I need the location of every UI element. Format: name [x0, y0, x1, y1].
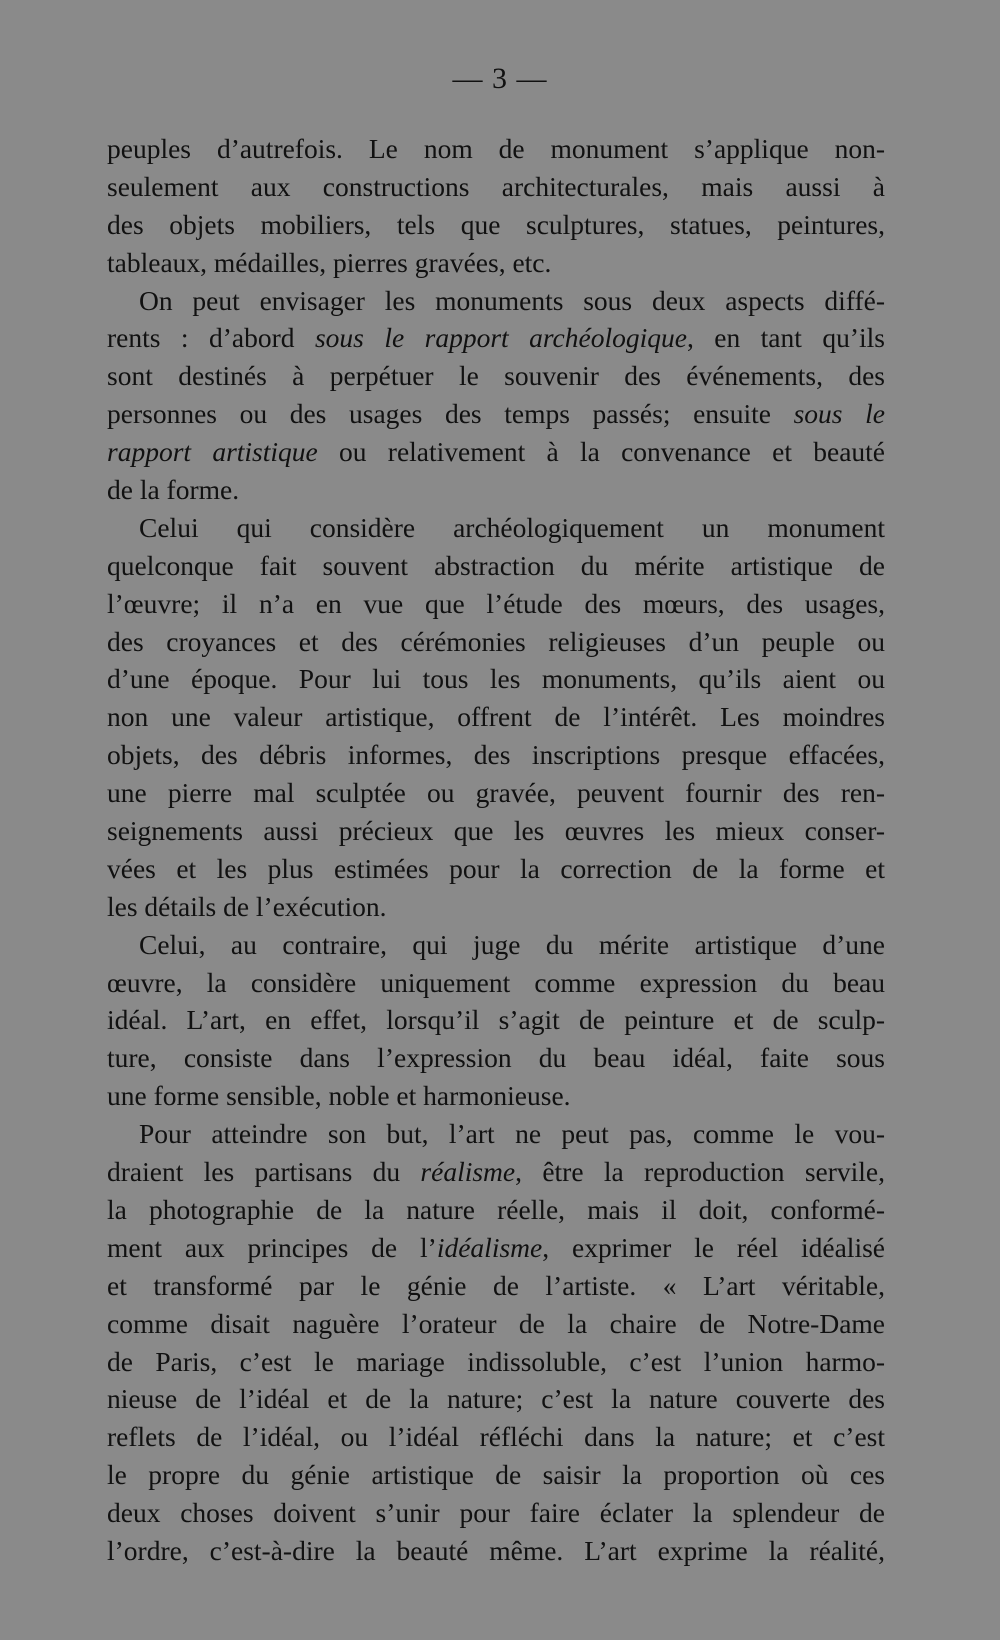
- text-line-content: tableaux, médailles, pierres gravées, etc.: [107, 246, 552, 278]
- text-line: [107, 1115, 885, 1153]
- text-line: [107, 1418, 885, 1456]
- text-line-content: idéal. L’art, en effet, lorsqu’il s’agit de peinture et de sculp-: [107, 1004, 885, 1036]
- text-line: [107, 357, 885, 395]
- text-line: [107, 736, 885, 774]
- text-line-content: On peut envisager les monuments sous deux aspects diffé-: [139, 284, 885, 316]
- text-line: [107, 698, 885, 736]
- body-text: [107, 130, 885, 1570]
- text-line: [107, 130, 885, 168]
- text-line: [107, 774, 885, 812]
- text-line: [107, 1494, 885, 1532]
- text-line-content: l’ordre, c’est-à-dire la beauté même. L’art exprime la réalité,: [107, 1534, 885, 1566]
- text-line-content: , en tant qu’ils: [686, 322, 885, 354]
- text-line-content: comme disait naguère l’orateur de la chaire de Notre-Dame: [107, 1307, 885, 1339]
- text-line-content: draient les partisans du: [107, 1156, 421, 1188]
- text-line: [107, 206, 885, 244]
- italic-emphasis: sous le: [793, 398, 885, 430]
- text-line-content: l’œuvre; il n’a en vue que l’étude des mœurs, des usages,: [107, 587, 885, 619]
- text-line: [107, 660, 885, 698]
- text-line: [107, 1039, 885, 1077]
- text-line-content: nieuse de l’idéal et de la nature; c’est la nature couverte des: [107, 1383, 885, 1415]
- text-line: [107, 1001, 885, 1039]
- text-line-content: seignements aussi précieux que les œuvres les mieux conser-: [107, 815, 885, 847]
- text-line-content: œuvre, la considère uniquement comme expression du beau: [107, 966, 885, 998]
- text-line-content: des objets mobiliers, tels que sculptures, statues, peintures,: [107, 208, 885, 240]
- text-line: [107, 623, 885, 661]
- text-line-content: quelconque fait souvent abstraction du mérite artistique de: [107, 549, 885, 581]
- text-line-content: objets, des débris informes, des inscriptions presque effacées,: [107, 739, 885, 771]
- page-number: — 3 —: [452, 62, 548, 95]
- text-line-content: ment aux principes de l’: [107, 1231, 437, 1263]
- text-line-content: , exprimer le réel idéalisé: [542, 1231, 885, 1263]
- text-line-content: de Paris, c’est le mariage indissoluble, c’est l’union harmo-: [107, 1345, 885, 1377]
- text-line-content: personnes ou des usages des temps passés; ensuite: [107, 398, 794, 430]
- text-line-content: de la forme.: [107, 474, 240, 506]
- text-line: [107, 850, 885, 888]
- text-line-content: d’une époque. Pour lui tous les monuments, qu’ils aient ou: [107, 663, 885, 695]
- text-line-content: peuples d’autrefois. Le nom de monument s’applique non-: [107, 133, 885, 164]
- text-line: [107, 1305, 885, 1343]
- text-line: [107, 1153, 885, 1191]
- text-line-content: deux choses doivent s’unir pour faire éclater la splendeur de: [107, 1497, 885, 1529]
- text-line-content: la photographie de la nature réelle, mais il doit, conformé-: [107, 1193, 885, 1225]
- text-line-content: sont destinés à perpétuer le souvenir des événements, des: [107, 360, 885, 392]
- text-line: [107, 1191, 885, 1229]
- text-line-content: Pour atteindre son but, l’art ne peut pas, comme le vou-: [139, 1118, 885, 1150]
- text-line: [107, 1456, 885, 1494]
- text-line-content: seulement aux constructions architecturales, mais aussi à: [107, 170, 885, 202]
- text-line: [107, 888, 885, 926]
- italic-emphasis: rapport artistique: [107, 436, 318, 468]
- text-line: [107, 319, 885, 357]
- italic-emphasis: sous le rapport archéologique: [314, 322, 687, 354]
- text-line: [107, 1380, 885, 1418]
- text-line-content: vées et les plus estimées pour la correction de la forme et: [107, 852, 885, 884]
- text-line: [107, 1532, 885, 1570]
- text-line-content: une forme sensible, noble et harmonieuse.: [107, 1080, 571, 1112]
- text-line-content: une pierre mal sculptée ou gravée, peuvent fournir des ren-: [107, 777, 885, 809]
- text-line: [107, 433, 885, 471]
- text-line-content: Celui qui considère archéologiquement un monument: [139, 511, 885, 543]
- text-line-content: les détails de l’exécution.: [107, 890, 387, 922]
- text-line-content: non une valeur artistique, offrent de l’intérêt. Les moindres: [107, 701, 885, 733]
- text-line-content: Celui, au contraire, qui juge du mérite artistique d’une: [139, 928, 885, 960]
- text-line: [107, 1077, 885, 1115]
- text-line-content: des croyances et des cérémonies religieuses d’un peuple ou: [107, 625, 885, 657]
- text-line-content: reflets de l’idéal, ou l’idéal réfléchi dans la nature; et c’est: [107, 1421, 885, 1453]
- text-line: [107, 926, 885, 964]
- text-line-content: et transformé par le génie de l’artiste. « L’art véritable,: [107, 1269, 885, 1301]
- text-line: [107, 964, 885, 1002]
- text-line: [107, 1343, 885, 1381]
- text-line: [107, 509, 885, 547]
- text-line: [107, 1267, 885, 1305]
- italic-emphasis: idéalisme: [436, 1231, 543, 1263]
- text-line-content: ture, consiste dans l’expression du beau idéal, faite sous: [107, 1042, 885, 1074]
- text-line-content: ou relativement à la convenance et beauté: [317, 436, 886, 468]
- text-line: [107, 244, 885, 282]
- text-line-content: , être la reproduction servile,: [515, 1156, 885, 1188]
- text-line: [107, 547, 885, 585]
- text-line: [107, 1229, 885, 1267]
- italic-emphasis: réalisme: [420, 1156, 516, 1188]
- text-line: [107, 168, 885, 206]
- text-line: [107, 395, 885, 433]
- text-line: [107, 282, 885, 320]
- text-line: [107, 471, 885, 509]
- text-line-content: le propre du génie artistique de saisir la proportion où ces: [107, 1459, 885, 1491]
- text-line-content: rents : d’abord: [107, 322, 315, 354]
- text-line: [107, 812, 885, 850]
- text-line: [107, 585, 885, 623]
